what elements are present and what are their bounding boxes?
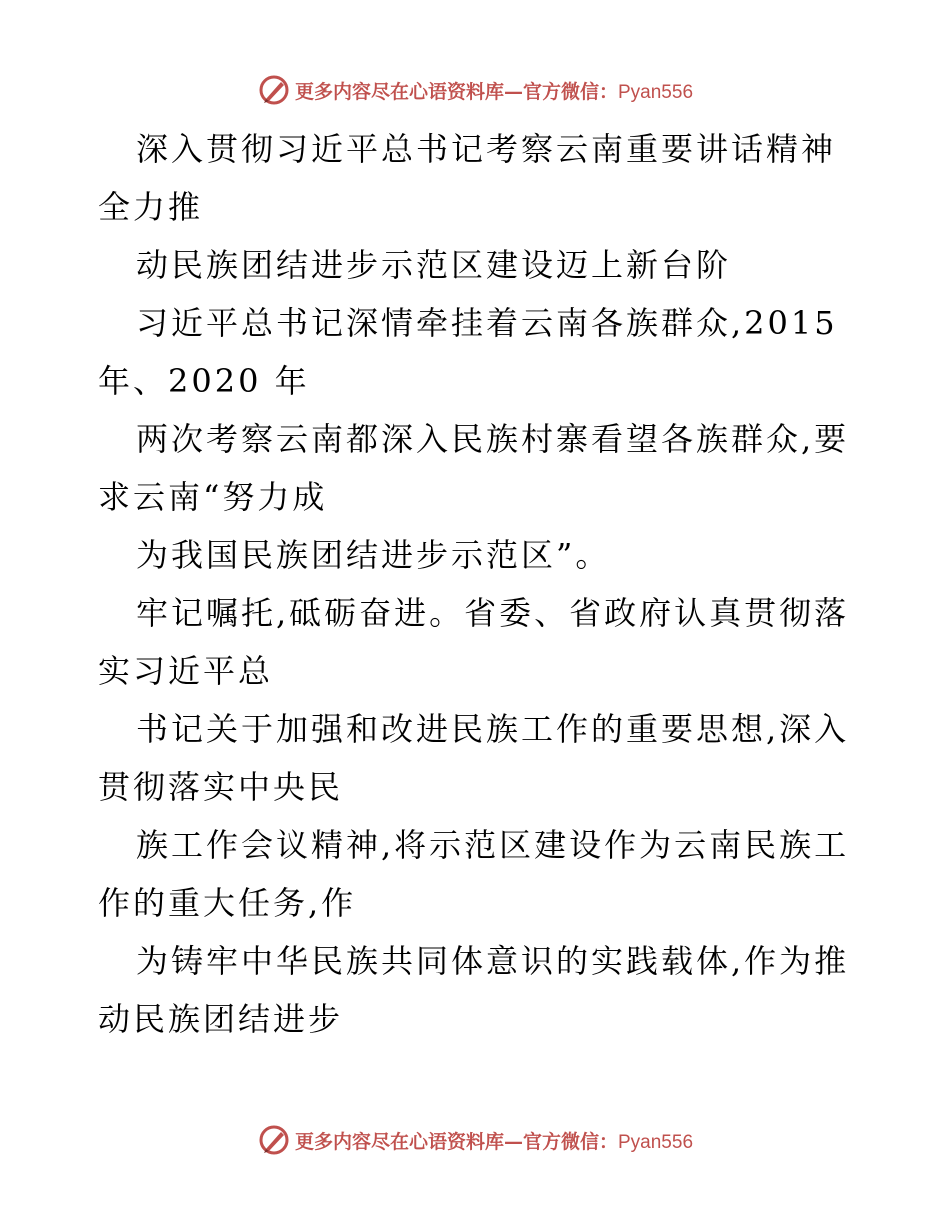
text-line: 全力推 [98,188,204,226]
text-line: 深入贯彻习近平总书记考察云南重要讲话精神 [136,130,837,168]
text-line: 实习近平总 [98,652,274,690]
text-line: 为我国民族团结进步示范区”。 [136,536,611,574]
banner-wechat: Pyan556 [618,1131,694,1153]
text-line: 两次考察云南都深入民族村寨看望各族群众,要 [136,420,850,458]
pen-logo-icon [257,1123,291,1157]
text-line: 习近平总书记深情牵挂着云南各族群众,2015 [136,304,838,342]
text-line: 求云南“努力成 [98,478,328,516]
text-line: 牢记嘱托,砥砺奋进。省委、省政府认真贯彻落 [136,594,850,632]
pen-logo-icon [257,73,291,107]
text-line: 为铸牢中华民族共同体意识的实践载体,作为推 [136,942,850,980]
text-line: 贯彻落实中央民 [98,768,344,806]
banner-text: 更多内容尽在心语资料库—官方微信：Pyan556 [294,80,694,103]
footer-banner [0,1120,950,1160]
header-banner [0,70,950,110]
text-line: 动民族团结进步 [98,1000,344,1038]
banner-wechat: Pyan556 [618,81,694,103]
text-line: 年、2020 年 [98,362,310,400]
text-line: 书记关于加强和改进民族工作的重要思想,深入 [136,710,850,748]
banner-text: 更多内容尽在心语资料库—官方微信：Pyan556 [294,1130,694,1153]
text-line: 作的重大任务,作 [98,884,357,922]
text-line: 族工作会议精神,将示范区建设作为云南民族工 [136,826,850,864]
text-line: 动民族团结进步示范区建设迈上新台阶 [136,246,732,284]
document-body [98,120,850,1048]
